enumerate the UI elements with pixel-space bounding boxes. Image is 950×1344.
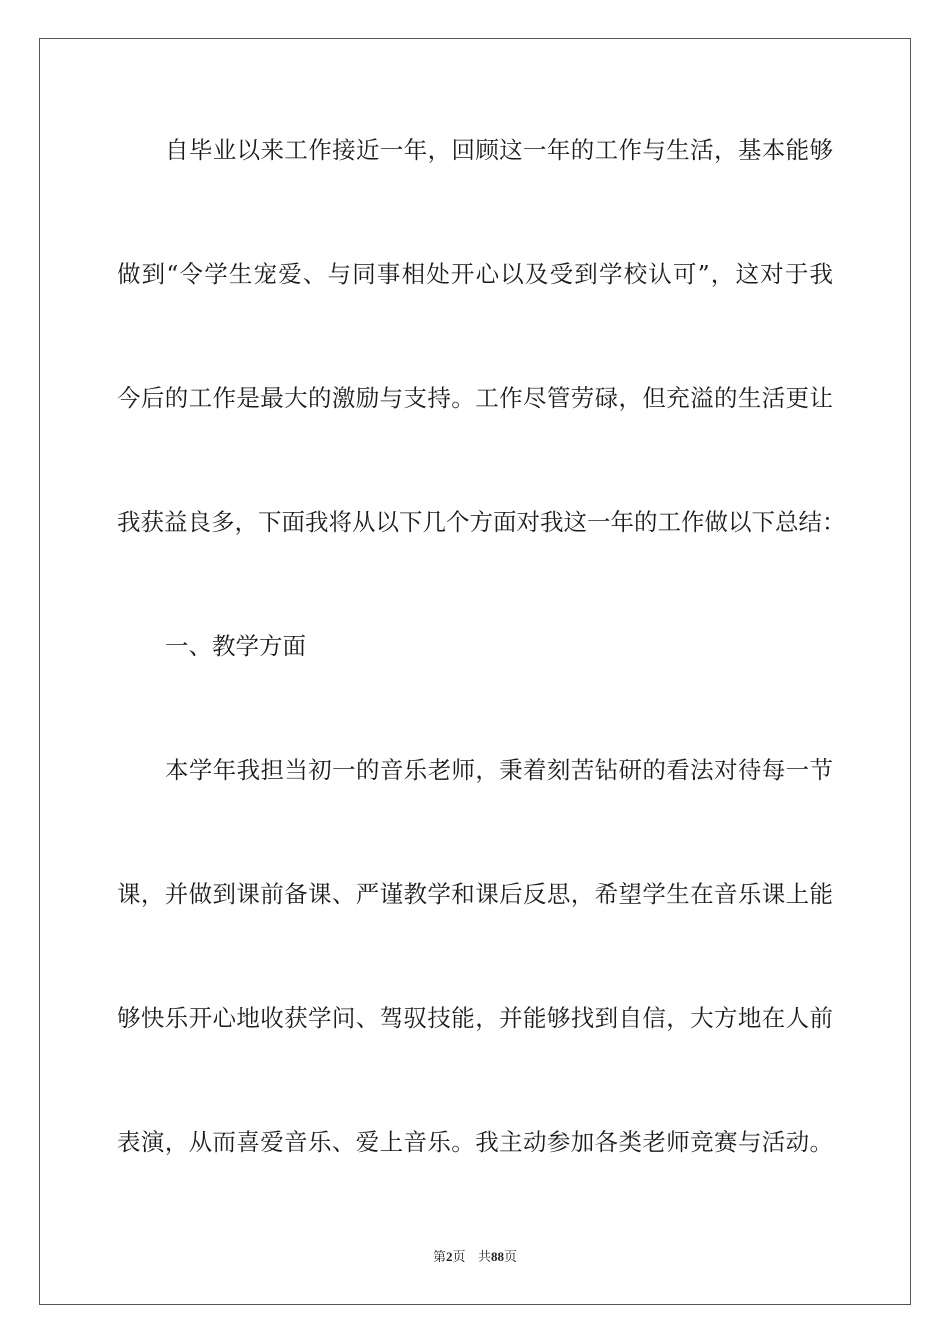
paragraph-line: 今后的工作是最大的激励与支持。工作尽管劳碌，但充溢的生活更让 xyxy=(117,384,833,412)
total-prefix: 共 xyxy=(477,1250,491,1265)
page-footer xyxy=(0,1248,950,1267)
paragraph-line: 本学年我担当初一的音乐老师，秉着刻苦钻研的看法对待每一节 xyxy=(165,756,833,784)
paragraph-line: 课，并做到课前备课、严谨教学和课后反思，希望学生在音乐课上能 xyxy=(117,880,833,908)
paragraph-line: 够快乐开心地收获学问、驾驭技能，并能够找到自信，大方地在人前 xyxy=(117,1004,833,1032)
paragraph-line: 表演，从而喜爱音乐、爱上音乐。我主动参加各类老师竞赛与活动。 xyxy=(117,1128,833,1156)
total-suffix: 页 xyxy=(503,1250,517,1265)
paragraph-line: 自毕业以来工作接近一年，回顾这一年的工作与生活，基本能够 xyxy=(165,136,833,164)
page-suffix: 页 xyxy=(452,1250,466,1265)
page-total: 88 xyxy=(490,1249,504,1264)
page-current: 2 xyxy=(446,1249,453,1264)
paragraph-line: 做到“令学生宠爱、与同事相处开心以及受到学校认可”，这对于我 xyxy=(117,260,833,288)
section-heading: 一、教学方面 xyxy=(165,632,306,660)
page-border xyxy=(39,38,911,1305)
page-prefix: 第 xyxy=(433,1250,447,1265)
paragraph-line: 我获益良多，下面我将从以下几个方面对我这一年的工作做以下总结： xyxy=(117,508,846,536)
